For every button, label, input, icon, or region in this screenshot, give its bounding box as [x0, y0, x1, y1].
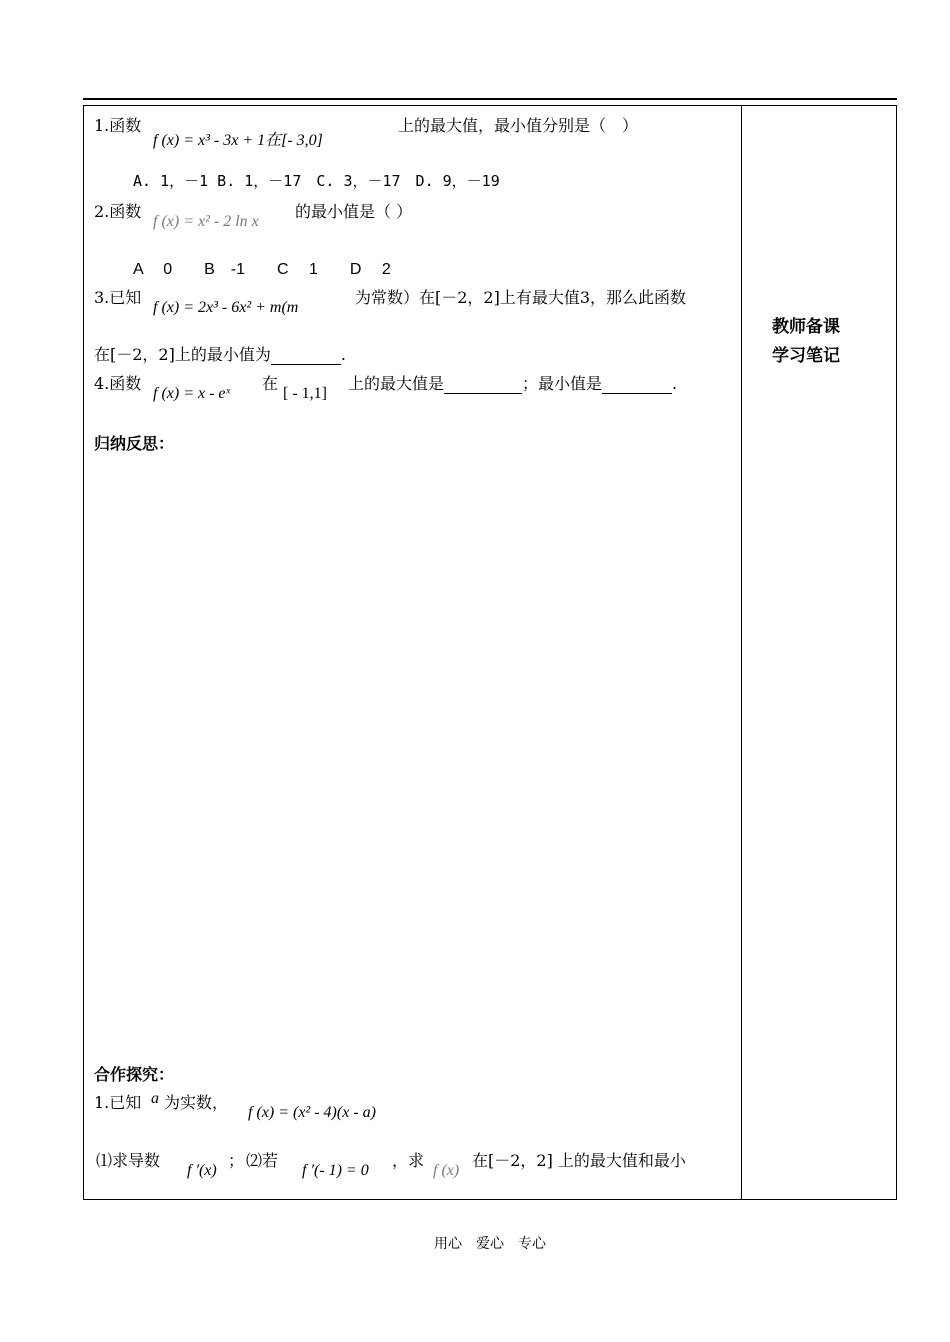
q4-min-text: ；最小值是 — [522, 374, 603, 393]
coop-q1-rest: 在[－2，2] 上的最大值和最小 — [472, 1151, 686, 1170]
q1-question-text: 上的最大值，最小值分别是（ ） — [398, 116, 639, 135]
q4-max-text: 上的最大值是 — [348, 374, 445, 393]
q4-interval: [ - 1,1] — [283, 385, 327, 402]
q3-line2 — [94, 342, 346, 365]
coop-q1-fx: f (x) — [433, 1162, 460, 1179]
q4-max-blank — [444, 374, 522, 394]
q3-answer-blank — [271, 345, 341, 365]
coop-q1-condition: f ′(- 1) = 0 — [302, 1162, 369, 1179]
q3-prefix: 3.已知 — [94, 288, 142, 307]
q4-end: . — [672, 374, 678, 393]
coop-q1-mid: 为实数， — [164, 1093, 229, 1112]
q3-line2-text: 在[－2，2]上的最小值为 — [94, 345, 271, 364]
q4-min-blank — [602, 374, 672, 394]
coop-q1-sep: ； — [228, 1151, 245, 1170]
coop-q1-derivative: f ′(x) — [187, 1162, 217, 1179]
q2-options: A 0 B -1 C 1 D 2 — [133, 261, 391, 278]
q1-prefix: 1.函数 — [94, 116, 142, 135]
header-rule — [83, 98, 897, 100]
coop-q1-prefix: 1.已知 — [94, 1093, 142, 1112]
coop-q1-part1: ⑴求导数 — [96, 1151, 161, 1170]
cooperation-heading: 合作探究： — [94, 1065, 175, 1084]
q1-options: A. 1，－1 B. 1，－17 C. 3，－17 D. 9，－19 — [133, 172, 500, 190]
column-divider — [741, 106, 742, 1199]
side-note-line-2: 学习笔记 — [772, 346, 840, 366]
coop-q1-variable: a — [151, 1090, 159, 1107]
coop-q1-formula: f (x) = (x² - 4)(x - a) — [248, 1104, 376, 1121]
q3-question-text: 为常数）在[－2，2]上有最大值3，那么此函数 — [355, 288, 687, 307]
q4-prefix: 4.函数 — [94, 374, 142, 393]
reflection-heading: 归纳反思： — [94, 434, 175, 453]
q2-formula: f (x) = x² - 2 ln x — [153, 213, 259, 230]
q4-line — [348, 371, 677, 394]
coop-q1-part2: ⑵若 — [246, 1151, 279, 1170]
q3-line2-end: . — [340, 345, 346, 364]
coop-q1-ask: ，求 — [392, 1151, 425, 1170]
q2-prefix: 2.函数 — [94, 202, 142, 221]
teacher-notes-column — [772, 313, 840, 371]
page-footer: 用心 爱心 专心 — [434, 1236, 546, 1252]
q2-question-text: 的最小值是（ ） — [295, 202, 413, 221]
q4-formula: f (x) = x - eˣ — [153, 385, 231, 402]
q1-formula: f (x) = x³ - 3x + 1在[- 3,0] — [153, 132, 323, 149]
q4-middle: 在 — [262, 374, 279, 393]
q3-formula: f (x) = 2x³ - 6x² + m(m — [153, 299, 299, 316]
side-note-line-1: 教师备课 — [772, 317, 840, 337]
